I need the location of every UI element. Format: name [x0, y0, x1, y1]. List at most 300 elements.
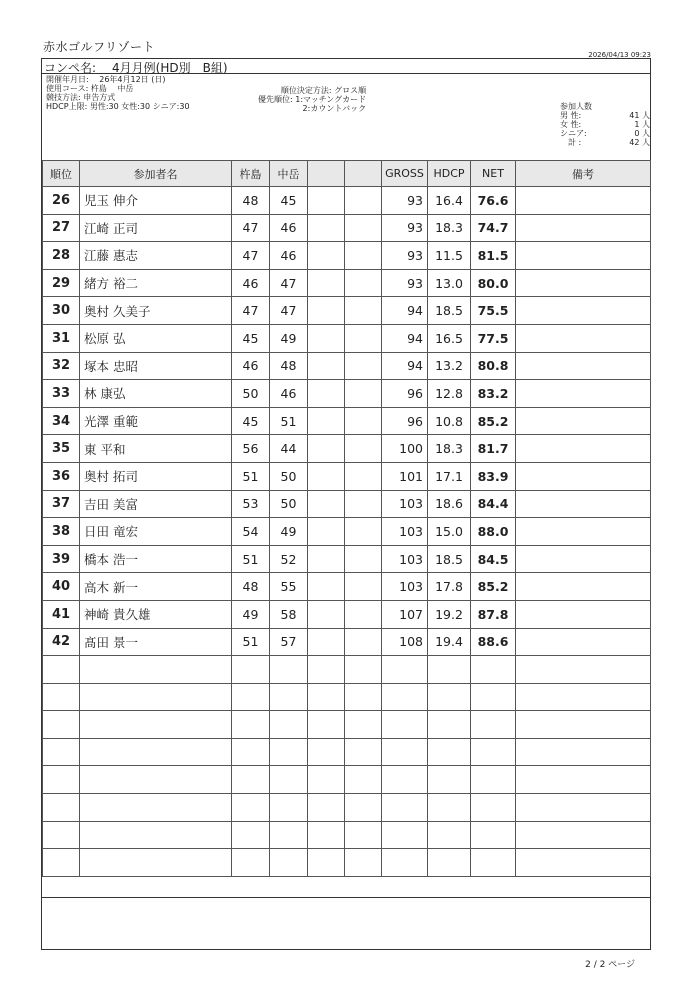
empty-cell: [308, 573, 345, 601]
empty-cell: [428, 656, 471, 684]
cell-name: 江藤 惠志: [80, 242, 232, 270]
printed-timestamp: 2026/04/13 09:23: [588, 51, 651, 59]
cell-gross: 93: [382, 242, 428, 270]
empty-cell: [80, 821, 232, 849]
empty-cell: [516, 628, 651, 656]
cell-name: 塚本 忠昭: [80, 352, 232, 380]
table-row: [43, 600, 651, 628]
cell-in: 51: [270, 407, 308, 435]
counts-title: 参加人数: [560, 102, 592, 111]
club-name: 赤水ゴルフリゾート: [43, 40, 156, 54]
cell-hdcp: 19.4: [428, 628, 471, 656]
empty-cell: [516, 297, 651, 325]
cell-rank: 33: [43, 380, 80, 408]
empty-cell: [471, 738, 516, 766]
table-row: [43, 462, 651, 490]
empty-cell: [345, 269, 382, 297]
cell-net: 85.2: [471, 407, 516, 435]
empty-cell: [345, 683, 382, 711]
col-header: HDCP: [428, 161, 471, 187]
empty-cell: [516, 573, 651, 601]
empty-cell: [382, 683, 428, 711]
count-label: 男 性:: [560, 111, 582, 120]
cell-hdcp: 18.6: [428, 490, 471, 518]
cell-rank: 34: [43, 407, 80, 435]
cell-out: 48: [232, 187, 270, 215]
empty-cell: [270, 821, 308, 849]
table-row: [43, 324, 651, 352]
empty-cell: [43, 738, 80, 766]
cell-hdcp: 13.2: [428, 352, 471, 380]
empty-cell: [308, 435, 345, 463]
empty-row: [43, 683, 651, 711]
event-info: 開催年月日: 26年4月12日 (日) 使用コース: 杵島 中岳 競技方法: 申告方式 HDCP上限: 男性:30 女性:30 シニア:30: [46, 75, 190, 111]
cell-name: 神崎 貴久雄: [80, 600, 232, 628]
empty-cell: [516, 242, 651, 270]
col-header: [308, 161, 345, 187]
cell-rank: 26: [43, 187, 80, 215]
cell-name: 高木 新一: [80, 573, 232, 601]
empty-cell: [345, 545, 382, 573]
empty-cell: [345, 214, 382, 242]
col-header: [345, 161, 382, 187]
empty-cell: [382, 821, 428, 849]
empty-cell: [516, 187, 651, 215]
cell-net: 83.2: [471, 380, 516, 408]
table-row: [43, 352, 651, 380]
cell-name: 日田 竜宏: [80, 518, 232, 546]
empty-cell: [308, 545, 345, 573]
cell-in: 44: [270, 435, 308, 463]
cell-rank: 41: [43, 600, 80, 628]
competition-label: コンペ名:: [44, 61, 97, 75]
cell-rank: 30: [43, 297, 80, 325]
col-header: NET: [471, 161, 516, 187]
empty-cell: [428, 794, 471, 822]
cell-out: 47: [232, 242, 270, 270]
count-row: [560, 111, 650, 120]
empty-cell: [308, 214, 345, 242]
empty-row: [43, 849, 651, 877]
cell-hdcp: 16.4: [428, 187, 471, 215]
empty-cell: [232, 711, 270, 739]
footer-area: [42, 897, 650, 951]
cell-rank: 28: [43, 242, 80, 270]
cell-gross: 100: [382, 435, 428, 463]
cell-hdcp: 18.3: [428, 435, 471, 463]
count-row: [560, 120, 650, 129]
empty-cell: [516, 407, 651, 435]
cell-hdcp: 12.8: [428, 380, 471, 408]
cell-net: 88.0: [471, 518, 516, 546]
empty-cell: [516, 683, 651, 711]
empty-cell: [382, 738, 428, 766]
cell-gross: 93: [382, 269, 428, 297]
empty-cell: [270, 849, 308, 877]
empty-cell: [308, 187, 345, 215]
empty-cell: [516, 711, 651, 739]
cell-name: 児玉 伸介: [80, 187, 232, 215]
cell-out: 49: [232, 600, 270, 628]
empty-cell: [345, 297, 382, 325]
cell-net: 81.7: [471, 435, 516, 463]
empty-cell: [270, 794, 308, 822]
competition-name: 4月月例(HD別 B組): [112, 61, 228, 75]
empty-row: [43, 766, 651, 794]
cell-name: 奥村 拓司: [80, 462, 232, 490]
cell-gross: 96: [382, 380, 428, 408]
empty-cell: [516, 518, 651, 546]
count-value: 42 人: [629, 138, 650, 147]
cell-net: 87.8: [471, 600, 516, 628]
cell-name: 髙田 景一: [80, 628, 232, 656]
table-row: [43, 187, 651, 215]
empty-cell: [308, 269, 345, 297]
cell-hdcp: 13.0: [428, 269, 471, 297]
empty-cell: [80, 794, 232, 822]
results-table: [42, 160, 651, 877]
cell-name: 光澤 重範: [80, 407, 232, 435]
empty-cell: [428, 683, 471, 711]
empty-cell: [232, 821, 270, 849]
cell-name: 江崎 正司: [80, 214, 232, 242]
empty-cell: [232, 683, 270, 711]
empty-cell: [382, 656, 428, 684]
cell-hdcp: 17.8: [428, 573, 471, 601]
empty-cell: [516, 352, 651, 380]
cell-out: 56: [232, 435, 270, 463]
page-number: 2 / 2 ページ: [585, 960, 635, 970]
empty-cell: [382, 794, 428, 822]
empty-cell: [516, 324, 651, 352]
cell-rank: 27: [43, 214, 80, 242]
empty-cell: [308, 683, 345, 711]
table-header-row: [43, 161, 651, 187]
cell-in: 45: [270, 187, 308, 215]
empty-cell: [308, 518, 345, 546]
table-row: [43, 628, 651, 656]
empty-cell: [43, 711, 80, 739]
empty-cell: [345, 821, 382, 849]
table-row: [43, 545, 651, 573]
cell-net: 77.5: [471, 324, 516, 352]
cell-gross: 94: [382, 324, 428, 352]
competition-bar: [42, 59, 650, 74]
cell-gross: 96: [382, 407, 428, 435]
cell-net: 76.6: [471, 187, 516, 215]
empty-cell: [43, 821, 80, 849]
cell-hdcp: 16.5: [428, 324, 471, 352]
empty-cell: [345, 187, 382, 215]
empty-cell: [43, 683, 80, 711]
cell-in: 50: [270, 490, 308, 518]
cell-name: 吉田 美富: [80, 490, 232, 518]
empty-cell: [516, 435, 651, 463]
cell-rank: 40: [43, 573, 80, 601]
cell-out: 54: [232, 518, 270, 546]
empty-cell: [516, 545, 651, 573]
participant-counts: [560, 102, 650, 147]
empty-cell: [382, 766, 428, 794]
col-header: 参加者名: [80, 161, 232, 187]
cell-gross: 101: [382, 462, 428, 490]
empty-cell: [345, 324, 382, 352]
count-row: [560, 129, 650, 138]
table-row: [43, 407, 651, 435]
empty-cell: [270, 766, 308, 794]
empty-cell: [308, 490, 345, 518]
empty-cell: [345, 738, 382, 766]
empty-cell: [345, 490, 382, 518]
empty-cell: [345, 628, 382, 656]
cell-in: 58: [270, 600, 308, 628]
cell-rank: 42: [43, 628, 80, 656]
table-row: [43, 297, 651, 325]
empty-cell: [232, 766, 270, 794]
count-row: [560, 138, 650, 147]
empty-cell: [471, 794, 516, 822]
empty-cell: [516, 269, 651, 297]
cell-hdcp: 18.3: [428, 214, 471, 242]
empty-cell: [345, 573, 382, 601]
col-header: 順位: [43, 161, 80, 187]
empty-cell: [345, 242, 382, 270]
empty-cell: [308, 462, 345, 490]
empty-cell: [80, 711, 232, 739]
empty-cell: [80, 849, 232, 877]
empty-cell: [382, 711, 428, 739]
cell-rank: 36: [43, 462, 80, 490]
empty-cell: [428, 821, 471, 849]
cell-out: 51: [232, 462, 270, 490]
empty-cell: [345, 711, 382, 739]
empty-row: [43, 821, 651, 849]
empty-cell: [516, 738, 651, 766]
count-label: シニア:: [560, 129, 587, 138]
empty-cell: [308, 794, 345, 822]
table-row: [43, 518, 651, 546]
cell-hdcp: 11.5: [428, 242, 471, 270]
empty-cell: [428, 849, 471, 877]
empty-cell: [516, 214, 651, 242]
cell-hdcp: 17.1: [428, 462, 471, 490]
cell-in: 46: [270, 242, 308, 270]
cell-net: 80.8: [471, 352, 516, 380]
cell-gross: 103: [382, 518, 428, 546]
col-header: 中岳: [270, 161, 308, 187]
empty-cell: [308, 380, 345, 408]
empty-row: [43, 711, 651, 739]
cell-gross: 107: [382, 600, 428, 628]
cell-hdcp: 18.5: [428, 297, 471, 325]
empty-cell: [516, 656, 651, 684]
cell-net: 74.7: [471, 214, 516, 242]
empty-cell: [345, 794, 382, 822]
cell-in: 55: [270, 573, 308, 601]
empty-cell: [471, 656, 516, 684]
cell-out: 51: [232, 628, 270, 656]
cell-gross: 103: [382, 490, 428, 518]
cell-in: 57: [270, 628, 308, 656]
cell-out: 48: [232, 573, 270, 601]
table-row: [43, 435, 651, 463]
cell-gross: 93: [382, 187, 428, 215]
col-header: 備考: [516, 161, 651, 187]
cell-out: 46: [232, 269, 270, 297]
cell-out: 45: [232, 324, 270, 352]
cell-net: 81.5: [471, 242, 516, 270]
cell-in: 50: [270, 462, 308, 490]
cell-name: 東 平和: [80, 435, 232, 463]
empty-cell: [345, 352, 382, 380]
empty-cell: [308, 656, 345, 684]
cell-gross: 94: [382, 297, 428, 325]
empty-cell: [232, 849, 270, 877]
empty-row: [43, 738, 651, 766]
cell-in: 48: [270, 352, 308, 380]
empty-cell: [308, 849, 345, 877]
cell-gross: 103: [382, 573, 428, 601]
cell-net: 84.5: [471, 545, 516, 573]
empty-cell: [516, 380, 651, 408]
empty-row: [43, 794, 651, 822]
cell-rank: 29: [43, 269, 80, 297]
cell-rank: 31: [43, 324, 80, 352]
empty-cell: [516, 849, 651, 877]
empty-cell: [516, 600, 651, 628]
table-row: [43, 380, 651, 408]
empty-cell: [270, 711, 308, 739]
cell-rank: 37: [43, 490, 80, 518]
empty-cell: [43, 656, 80, 684]
col-header: GROSS: [382, 161, 428, 187]
empty-cell: [232, 656, 270, 684]
cell-name: 橋本 浩一: [80, 545, 232, 573]
empty-cell: [308, 600, 345, 628]
empty-cell: [471, 849, 516, 877]
table-row: [43, 214, 651, 242]
empty-cell: [382, 849, 428, 877]
cell-gross: 94: [382, 352, 428, 380]
count-label: 女 性:: [560, 120, 582, 129]
empty-cell: [232, 738, 270, 766]
empty-cell: [270, 656, 308, 684]
cell-name: 奥村 久美子: [80, 297, 232, 325]
empty-cell: [232, 794, 270, 822]
empty-cell: [308, 738, 345, 766]
cell-name: 林 康弘: [80, 380, 232, 408]
cell-in: 46: [270, 380, 308, 408]
cell-gross: 108: [382, 628, 428, 656]
cell-out: 46: [232, 352, 270, 380]
cell-hdcp: 18.5: [428, 545, 471, 573]
cell-net: 84.4: [471, 490, 516, 518]
ranking-method: 順位決定方法: グロス順 優先順位: 1:マッチングカード 2:カウントバック: [258, 86, 367, 113]
table-row: [43, 573, 651, 601]
empty-cell: [345, 435, 382, 463]
cell-name: 緒方 裕二: [80, 269, 232, 297]
cell-in: 49: [270, 518, 308, 546]
empty-cell: [308, 324, 345, 352]
cell-rank: 39: [43, 545, 80, 573]
empty-cell: [43, 794, 80, 822]
col-header: 杵島: [232, 161, 270, 187]
empty-cell: [345, 766, 382, 794]
cell-net: 83.9: [471, 462, 516, 490]
empty-cell: [308, 628, 345, 656]
empty-cell: [345, 407, 382, 435]
empty-cell: [345, 462, 382, 490]
empty-cell: [471, 766, 516, 794]
count-value: 41 人: [629, 111, 650, 120]
empty-cell: [308, 821, 345, 849]
cell-rank: 38: [43, 518, 80, 546]
empty-cell: [516, 462, 651, 490]
empty-cell: [270, 683, 308, 711]
cell-out: 47: [232, 297, 270, 325]
empty-cell: [345, 849, 382, 877]
empty-cell: [80, 683, 232, 711]
cell-out: 51: [232, 545, 270, 573]
cell-gross: 93: [382, 214, 428, 242]
empty-cell: [471, 821, 516, 849]
empty-cell: [43, 766, 80, 794]
empty-cell: [80, 766, 232, 794]
count-value: 0 人: [634, 129, 650, 138]
cell-net: 85.2: [471, 573, 516, 601]
empty-cell: [308, 711, 345, 739]
cell-in: 52: [270, 545, 308, 573]
results-frame: [41, 58, 651, 950]
cell-in: 47: [270, 269, 308, 297]
count-label: 計 :: [568, 138, 582, 147]
cell-net: 80.0: [471, 269, 516, 297]
empty-cell: [428, 711, 471, 739]
cell-hdcp: 15.0: [428, 518, 471, 546]
table-row: [43, 242, 651, 270]
empty-cell: [516, 821, 651, 849]
empty-cell: [308, 242, 345, 270]
cell-in: 46: [270, 214, 308, 242]
empty-cell: [428, 766, 471, 794]
empty-cell: [516, 766, 651, 794]
empty-cell: [270, 738, 308, 766]
cell-rank: 35: [43, 435, 80, 463]
cell-net: 75.5: [471, 297, 516, 325]
cell-hdcp: 19.2: [428, 600, 471, 628]
cell-out: 50: [232, 380, 270, 408]
empty-cell: [345, 380, 382, 408]
empty-cell: [308, 766, 345, 794]
empty-cell: [345, 656, 382, 684]
empty-cell: [345, 600, 382, 628]
cell-net: 88.6: [471, 628, 516, 656]
empty-cell: [516, 490, 651, 518]
empty-row: [43, 656, 651, 684]
empty-cell: [43, 849, 80, 877]
table-row: [43, 269, 651, 297]
table-row: [43, 490, 651, 518]
cell-out: 53: [232, 490, 270, 518]
empty-cell: [80, 656, 232, 684]
cell-out: 47: [232, 214, 270, 242]
empty-cell: [516, 794, 651, 822]
empty-cell: [345, 518, 382, 546]
empty-cell: [308, 407, 345, 435]
empty-cell: [308, 352, 345, 380]
empty-cell: [471, 683, 516, 711]
cell-in: 49: [270, 324, 308, 352]
